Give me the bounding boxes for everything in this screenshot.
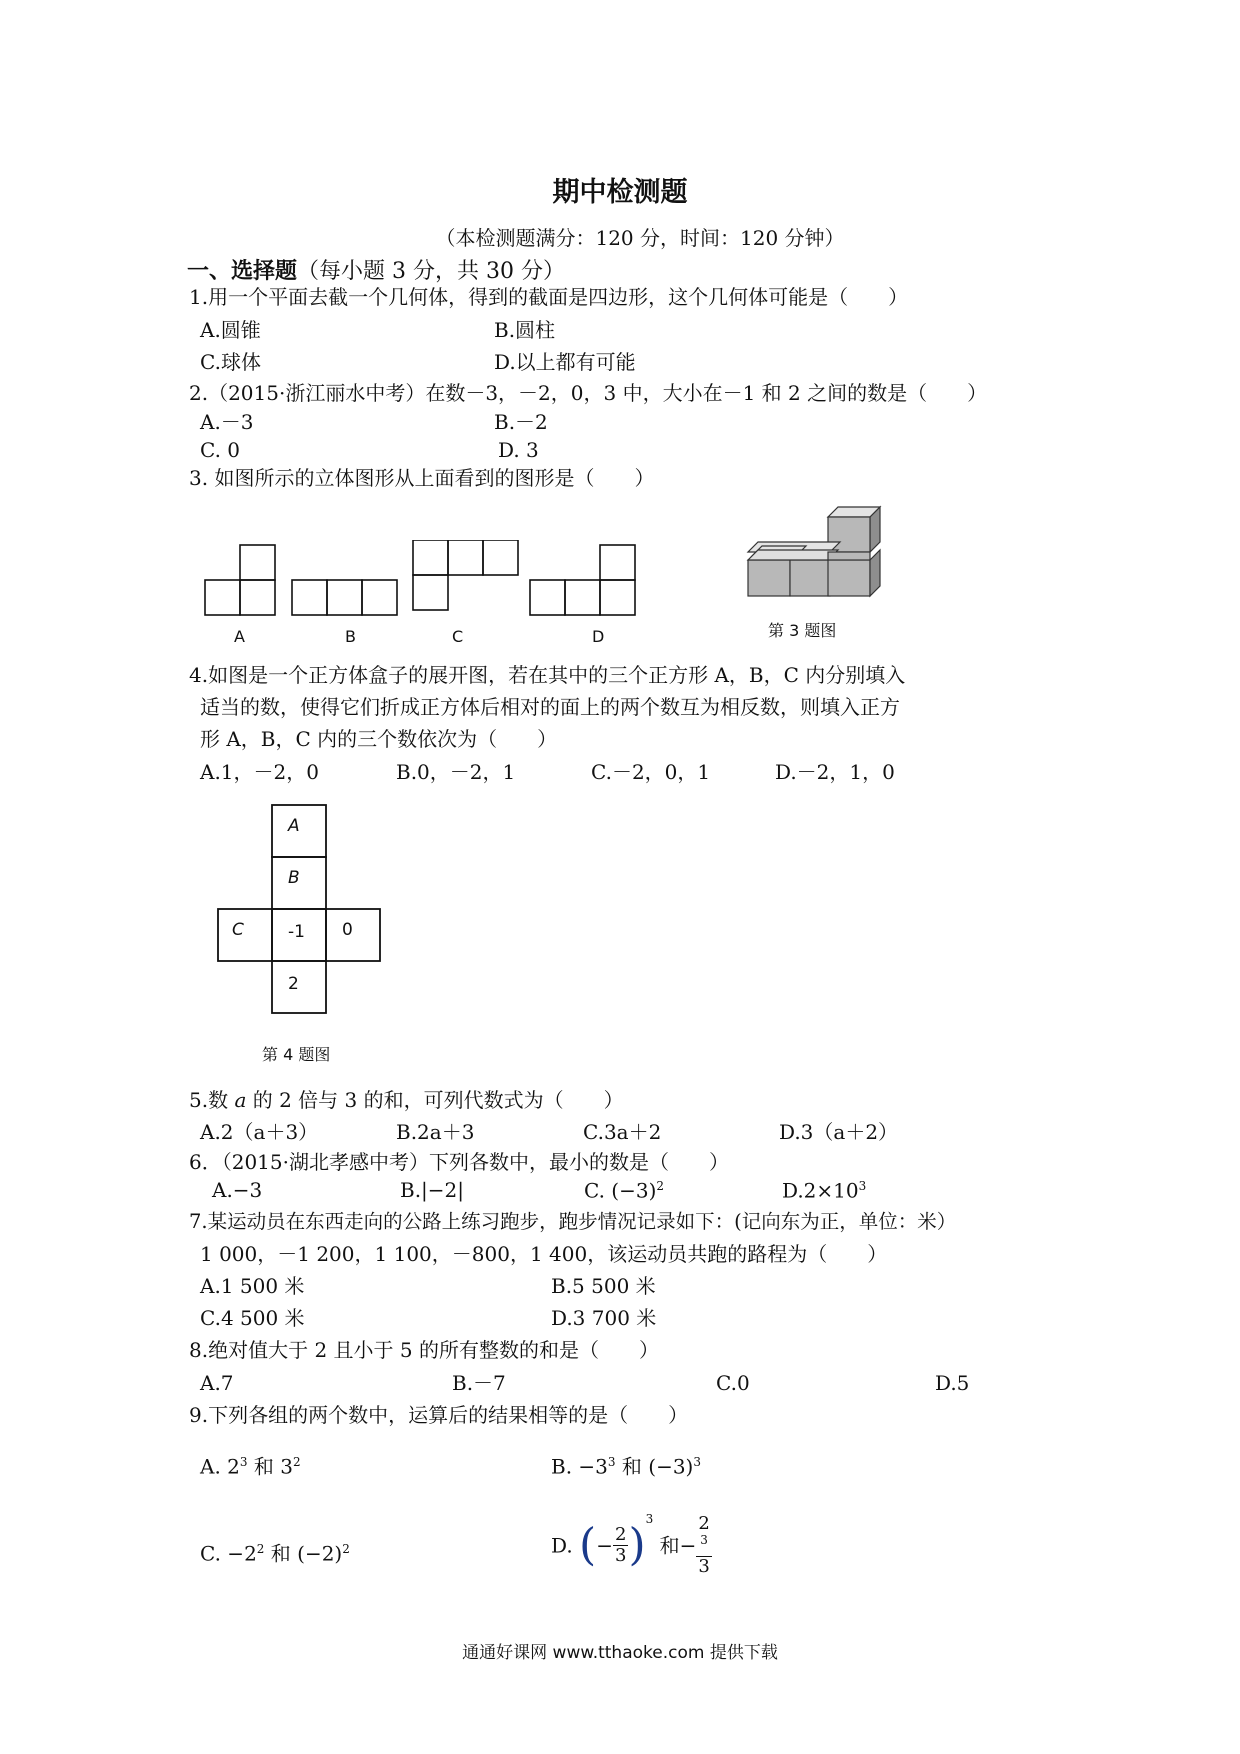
q1-option-c: C.球体 [200, 350, 261, 374]
q1-option-b: B.圆柱 [494, 318, 556, 342]
q6-option-d [782, 1180, 866, 1201]
q9-d-numerator-2-base: 2 [698, 1513, 710, 1535]
q6-option-c [584, 1180, 664, 1201]
q9-d-denominator-2: 3 [698, 1555, 710, 1577]
q4-line-1: 4.如图是一个正方体盒子的展开图，若在其中的三个正方形 A，B，C 内分别填入 [189, 663, 906, 687]
q6-option-d-base: D.2×10 [782, 1178, 859, 1203]
q8-option-b: B.－7 [452, 1371, 506, 1395]
q9-c-exp2: 2 [342, 1542, 350, 1556]
q9-option-c [200, 1543, 350, 1564]
q3-solid-figure [740, 502, 890, 602]
q4-line-2: 适当的数，使得它们折成正方体后相对的面上的两个数互为相反数，则填入正方 [200, 695, 900, 719]
q3-label-b: B [345, 627, 356, 646]
q4-line-3: 形 A，B，C 内的三个数依次为（ ） [200, 727, 558, 751]
q5-option-b: B.2a＋3 [396, 1120, 475, 1144]
q9-stem: 9.下列各组的两个数中，运算后的结果相等的是（ ） [189, 1403, 689, 1427]
q6-option-a: A.−3 [212, 1178, 263, 1202]
section-heading [187, 254, 565, 285]
q4-option-a: A.1，－2，0 [200, 760, 319, 784]
q9-d-exp: 3 [645, 1512, 654, 1526]
q6-option-c-base: C. (−3) [584, 1178, 657, 1203]
q9-option-a [200, 1456, 301, 1477]
q9-b-mid: 和 (−3) [615, 1454, 694, 1479]
q9-d-label: D. [551, 1533, 573, 1558]
q3-label-a: A [234, 627, 245, 646]
q8-stem: 8.绝对值大于 2 且小于 5 的所有整数的和是（ ） [189, 1338, 659, 1362]
q9-c-mid: 和 (−2) [264, 1541, 343, 1566]
q9-d-right-paren: ) [628, 1519, 646, 1571]
q5-option-c: C.3a＋2 [583, 1120, 662, 1144]
q4-caption: 第 4 题图 [262, 1045, 331, 1064]
q9-option-d: D. (− $\frac{2}{3}$ )$^3$ 和− 2 $^3$ 3 [551, 1512, 710, 1577]
q8-option-d: D.5 [935, 1371, 970, 1395]
q3-option-shapes [200, 540, 700, 622]
q9-a-pre: A. 2 [200, 1454, 240, 1479]
q2-option-a: A.－3 [200, 410, 254, 434]
section-title: 一、选择题 [187, 259, 298, 284]
q9-b-pre: B. −3 [551, 1454, 608, 1479]
footer-source: 通通好课网 www.tthaoke.com 提供下载 [462, 1643, 778, 1663]
score-note: （本检测题满分：120 分，时间：120 分钟） [435, 226, 845, 250]
q7-stem: 7.某运动员在东西走向的公路上练习跑步，跑步情况记录如下：(记向东为正，单位：米） [189, 1210, 957, 1233]
q7-option-c: C.4 500 米 [200, 1306, 305, 1330]
q1-stem: 1.用一个平面去截一个几何体，得到的截面是四边形，这个几何体可能是（ ） [189, 285, 909, 309]
q9-d-numerator-2 [696, 1514, 711, 1557]
q9-d-numerator: 2 [614, 1524, 627, 1546]
page-title: 期中检测题 [552, 177, 688, 208]
q4-net-grid [216, 803, 384, 1017]
q5-option-d: D.3（a＋2） [779, 1120, 899, 1144]
q6-option-b: B.|−2| [400, 1178, 465, 1202]
q1-option-d: D.以上都有可能 [494, 350, 636, 374]
q9-b-exp1: 3 [607, 1455, 616, 1469]
q3-caption: 第 3 题图 [768, 621, 837, 640]
q3-label-c: C [452, 627, 464, 646]
q9-c-pre: C. −2 [200, 1541, 257, 1566]
q9-d-denominator: 3 [614, 1545, 627, 1566]
q4-net-cell-c: C [232, 920, 244, 940]
q9-a-exp1: 3 [239, 1455, 248, 1469]
q9-a-mid: 和 3 [247, 1454, 293, 1479]
q7-option-a: A.1 500 米 [200, 1274, 305, 1298]
q2-stem: 2.（2015·浙江丽水中考）在数－3，－2，0，3 中，大小在－1 和 2 之间的数是（ ） [189, 381, 988, 405]
q4-net-cell-center: -1 [288, 922, 305, 942]
q6-stem: 6．（2015·湖北孝感中考）下列各数中，最小的数是（ ） [189, 1150, 729, 1174]
q5-stem-post: 的 2 倍与 3 的和，可列代数式为（ ） [246, 1088, 624, 1112]
q9-a-exp2: 2 [292, 1455, 301, 1469]
q9-d-fraction [613, 1525, 628, 1566]
q5-variable: a [234, 1088, 247, 1112]
q7-option-b: B.5 500 米 [551, 1274, 656, 1298]
q4-option-d: D.－2，1，0 [775, 760, 895, 784]
q8-option-c: C.0 [716, 1371, 750, 1395]
q4-net-cell-bottom: 2 [288, 974, 299, 994]
q5-stem-pre: 5.数 [189, 1088, 235, 1112]
q9-d-numerator-2-exp: 3 [700, 1533, 708, 1548]
q9-d-mid: 和 [659, 1533, 680, 1558]
section-note: （每小题 3 分，共 30 分） [297, 259, 565, 284]
q2-option-b: B.－2 [494, 410, 548, 434]
q7-option-d: D.3 700 米 [551, 1306, 657, 1330]
q6-option-d-exp: 3 [858, 1179, 867, 1193]
q7-line-2: 1 000，－1 200，1 100，－800，1 400，该运动员共跑的路程为（ ） [200, 1242, 888, 1266]
q5-stem [189, 1090, 624, 1110]
q4-net-cell-right: 0 [342, 920, 353, 940]
q1-option-a: A.圆锥 [200, 318, 261, 342]
q9-d-fraction-2 [696, 1514, 711, 1576]
q4-option-c: C.－2，0，1 [591, 760, 711, 784]
q9-option-b [551, 1456, 701, 1477]
q2-option-c: C. 0 [200, 438, 241, 462]
q5-option-a: A.2（a＋3） [200, 1120, 319, 1144]
q9-c-exp1: 2 [256, 1542, 265, 1556]
q4-option-b: B.0，－2，1 [396, 760, 516, 784]
q9-b-exp2: 3 [693, 1455, 701, 1469]
q3-stem: 3. 如图所示的立体图形从上面看到的图形是（ ） [189, 466, 655, 490]
q4-net-cell-b: B [288, 868, 300, 888]
q8-option-a: A.7 [200, 1371, 234, 1395]
q6-option-c-exp: 2 [656, 1179, 665, 1193]
q4-net-cell-a: A [288, 816, 300, 836]
q3-label-d: D [592, 627, 605, 646]
q2-option-d: D. 3 [498, 438, 539, 462]
q9-d-left-paren: ( [579, 1519, 597, 1571]
